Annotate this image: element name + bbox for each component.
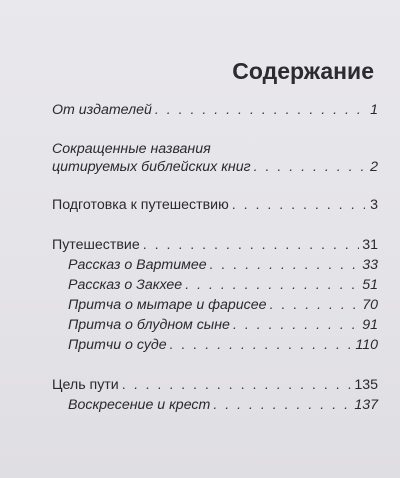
dot-leader [170,336,353,354]
dot-leader [155,101,365,119]
dot-leader [143,236,359,254]
toc-entry-page: 70 [362,297,378,313]
toc-entry-label: Цель пути [52,377,119,393]
dot-leader [232,196,365,214]
toc-entry-page: 91 [362,317,378,333]
toc-entry [52,236,378,254]
toc-entry-page: 31 [362,237,378,253]
toc-entry-page: 135 [354,377,378,393]
dot-leader [270,296,360,314]
toc-subentry [68,316,378,334]
dot-leader [210,256,360,274]
toc-subentry [68,296,378,314]
toc-entry-label: Подготовка к путешествию [52,197,229,213]
toc-subentry [68,276,378,294]
toc-entry-page: 110 [355,337,378,353]
toc-entry [52,158,378,176]
dot-leader [213,396,351,414]
toc-entry [52,101,378,119]
toc-entry [52,196,378,214]
toc-entry-label: Воскресение и крест [68,397,211,413]
toc-subentry [68,336,378,354]
toc-entry-page: 2 [370,159,378,175]
toc-entry-label: цитируемых библейских книг [52,159,251,175]
toc-entry [52,376,378,394]
toc-entry-page: 51 [362,277,378,293]
toc-entry-label: Путешествие [52,237,140,253]
toc-entry-page: 137 [354,397,378,413]
toc-entry-label: Рассказ о Закхее [68,277,183,293]
toc-entry-page: 33 [362,257,378,273]
dot-leader [185,276,359,294]
toc-subentry [68,396,378,414]
dot-leader [122,376,352,394]
toc-entry-label: Притча о мытаре и фарисее [68,297,267,313]
toc-entry-label: Притчи о суде [68,337,167,353]
toc-entry-label: От издателей [52,102,152,118]
toc-subentry [68,256,378,274]
toc-entry-label: Притча о блудном сыне [68,317,230,333]
toc-entry-label: Рассказ о Вартимее [68,257,207,273]
toc-entry-page: 3 [370,197,378,213]
dot-leader [254,158,365,176]
toc-entry-label-line1: Сокращенные названия [52,141,211,157]
page-title: Содержание [232,58,374,84]
dot-leader [233,316,359,334]
toc-entry-page: 1 [370,102,378,118]
